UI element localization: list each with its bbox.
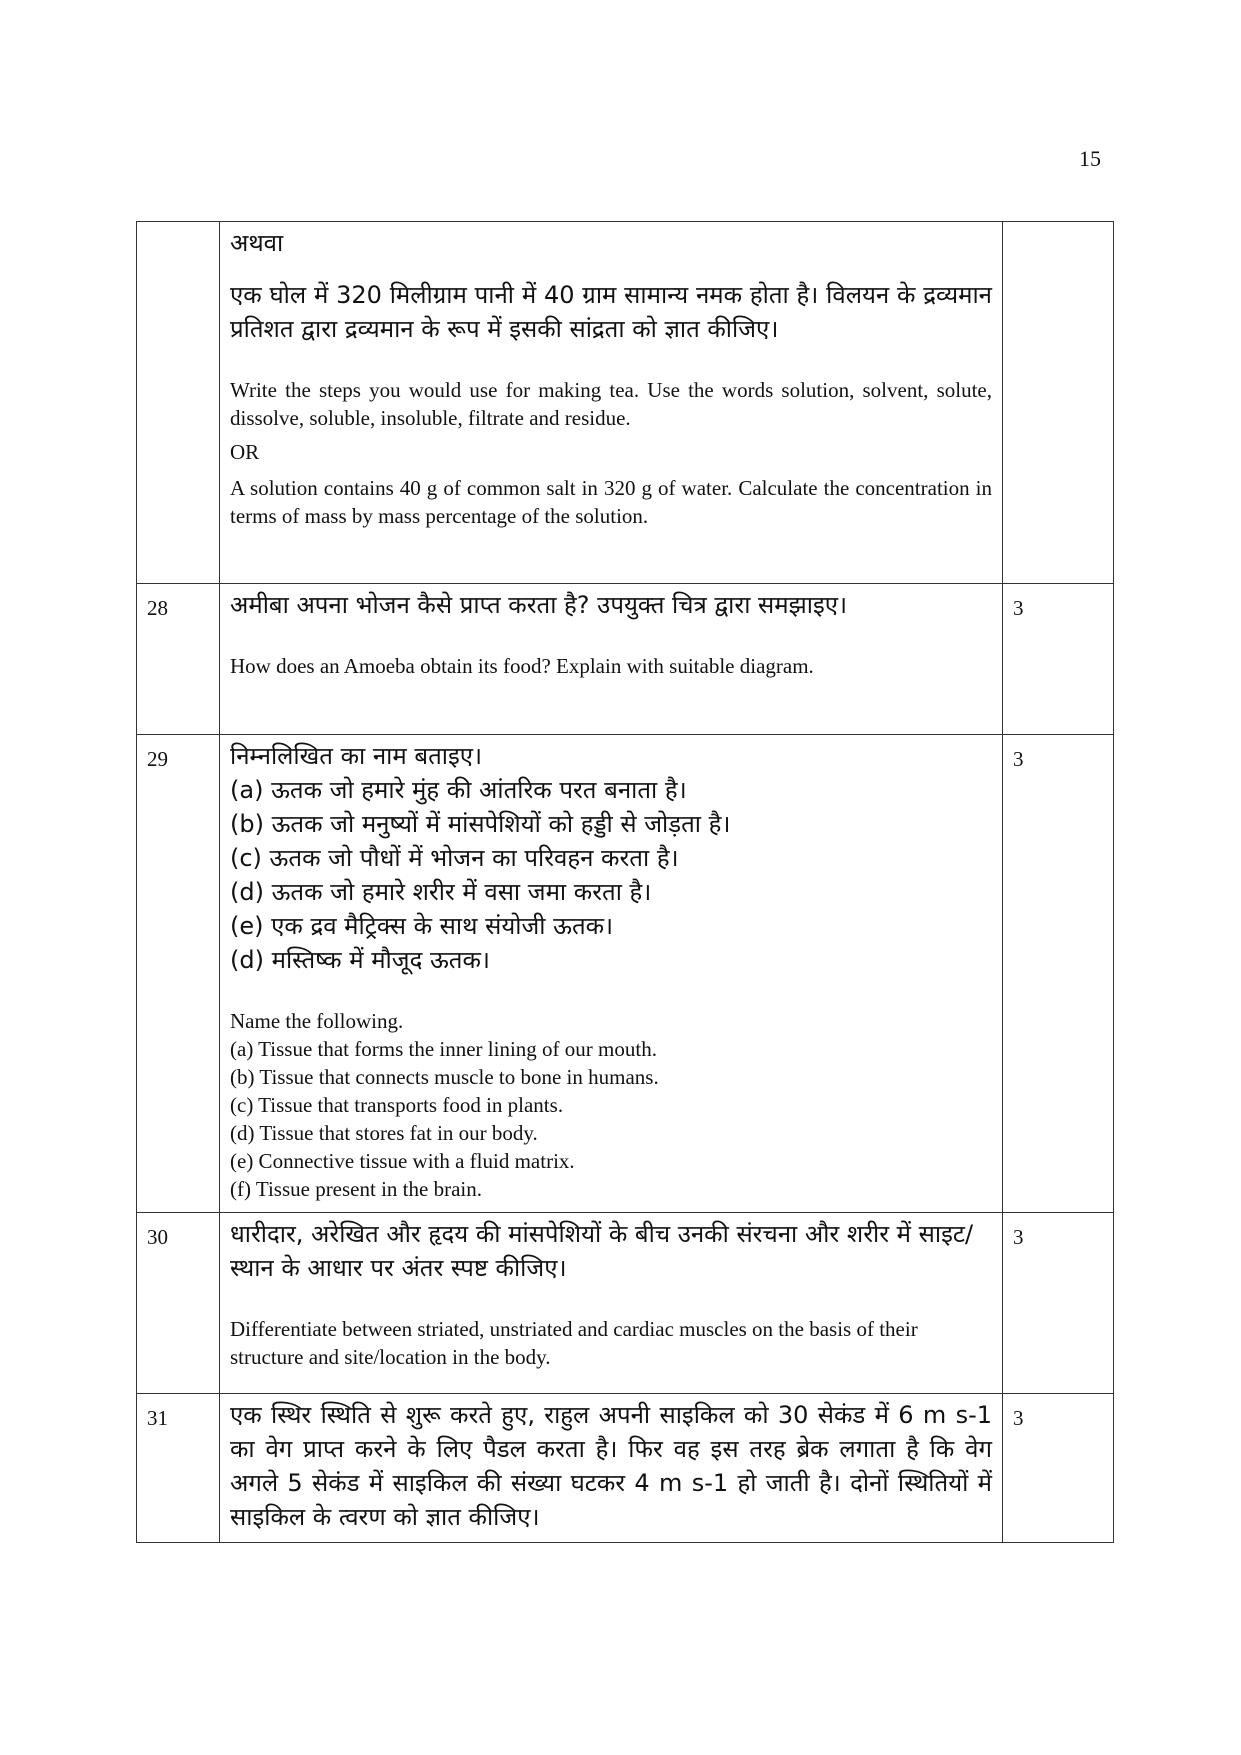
- hindi-line: (c) ऊतक जो पौधों में भोजन का परिवहन करता है।: [230, 844, 679, 872]
- english-line: (a) Tissue that forms the inner lining of our mouth.: [230, 1037, 657, 1061]
- question-row-29: [137, 735, 1114, 1213]
- question-number: 29: [137, 735, 220, 1213]
- question-row-31: [137, 1394, 1114, 1543]
- question-text-english: Write the steps you would use for making tea. Use the words solution, solvent, solute, dissolve, soluble, insoluble, filtrate and residue.: [230, 378, 992, 430]
- question-table: [136, 221, 1114, 1543]
- question-text-hindi: एक स्थिर स्थिति से शुरू करते हुए, राहुल अपनी साइकिल को 30 सेकंड में 6 m s-1 का वेग प्राप्त करने के लिए पैडल करता है। फिर वह इस तरह ब्रेक लगाता है कि वेग अगले 5 सेकंड में साइकिल की संख्या घटकर 4 m s-1 हो जाती है। दोनों स्थितियों में साइकिल के त्वरण को ज्ञात कीजिए।: [230, 1401, 992, 1531]
- question-content: [220, 1213, 1003, 1394]
- or-label-english: OR: [230, 440, 260, 464]
- question-row-28: [137, 584, 1114, 735]
- question-number: 30: [137, 1213, 220, 1394]
- question-row-30: [137, 1213, 1114, 1394]
- hindi-line: (d) ऊतक जो हमारे शरीर में वसा जमा करता है।: [230, 878, 652, 906]
- question-marks: 3: [1003, 1213, 1114, 1394]
- question-text-hindi: अमीबा अपना भोजन कैसे प्राप्त करता है? उपयुक्त चित्र द्वारा समझाइए।: [230, 591, 848, 619]
- english-line: (e) Connective tissue with a fluid matrix.: [230, 1149, 575, 1173]
- question-content: [220, 584, 1003, 735]
- question-marks: 3: [1003, 584, 1114, 735]
- english-line: Name the following.: [230, 1009, 404, 1033]
- question-number: 28: [137, 584, 220, 735]
- question-text-english: Differentiate between striated, unstriated and cardiac muscles on the basis of their structure and site/location in the body.: [230, 1317, 918, 1369]
- question-marks: 3: [1003, 735, 1114, 1213]
- hindi-line: (e) एक द्रव मैट्रिक्स के साथ संयोजी ऊतक।: [230, 912, 614, 940]
- question-marks: [1003, 222, 1114, 584]
- hindi-line: निम्नलिखित का नाम बताइए।: [230, 742, 483, 770]
- question-text-english: How does an Amoeba obtain its food? Explain with suitable diagram.: [230, 654, 814, 678]
- question-content: [220, 222, 1003, 584]
- question-number: [137, 222, 220, 584]
- question-marks: 3: [1003, 1394, 1114, 1543]
- hindi-line: (b) ऊतक जो मनुष्यों में मांसपेशियों को हड्डी से जोड़ता है।: [230, 810, 731, 838]
- question-content: [220, 1394, 1003, 1543]
- alternative-question-english: A solution contains 40 g of common salt in 320 g of water. Calculate the concentration in terms of mass by mass percentage of the solution.: [230, 476, 992, 528]
- english-line: (b) Tissue that connects muscle to bone in humans.: [230, 1065, 659, 1089]
- page-number: 15: [1079, 146, 1101, 171]
- question-number: 31: [137, 1394, 220, 1543]
- english-line: (c) Tissue that transports food in plants.: [230, 1093, 564, 1117]
- english-line: (d) Tissue that stores fat in our body.: [230, 1121, 538, 1145]
- or-label-hindi: अथवा: [230, 229, 284, 257]
- alternative-question-hindi: एक घोल में 320 मिलीग्राम पानी में 40 ग्राम सामान्य नमक होता है। विलयन के द्रव्यमान प्रतिशत द्वारा द्रव्यमान के रूप में इसकी सांद्रता को ज्ञात कीजिए।: [230, 281, 992, 343]
- question-text-hindi: धारीदार, अरेखित और हृदय की मांसपेशियों के बीच उनकी संरचना और शरीर में साइट/स्थान के आधार पर अंतर स्पष्ट कीजिए।: [230, 1220, 974, 1282]
- question-content: [220, 735, 1003, 1213]
- hindi-line: (a) ऊतक जो हमारे मुंह की आंतरिक परत बनाता है।: [230, 776, 687, 804]
- question-row-27-continued: [137, 222, 1114, 584]
- hindi-line: (d) मस्तिष्क में मौजूद ऊतक।: [230, 946, 491, 974]
- english-line: (f) Tissue present in the brain.: [230, 1177, 482, 1201]
